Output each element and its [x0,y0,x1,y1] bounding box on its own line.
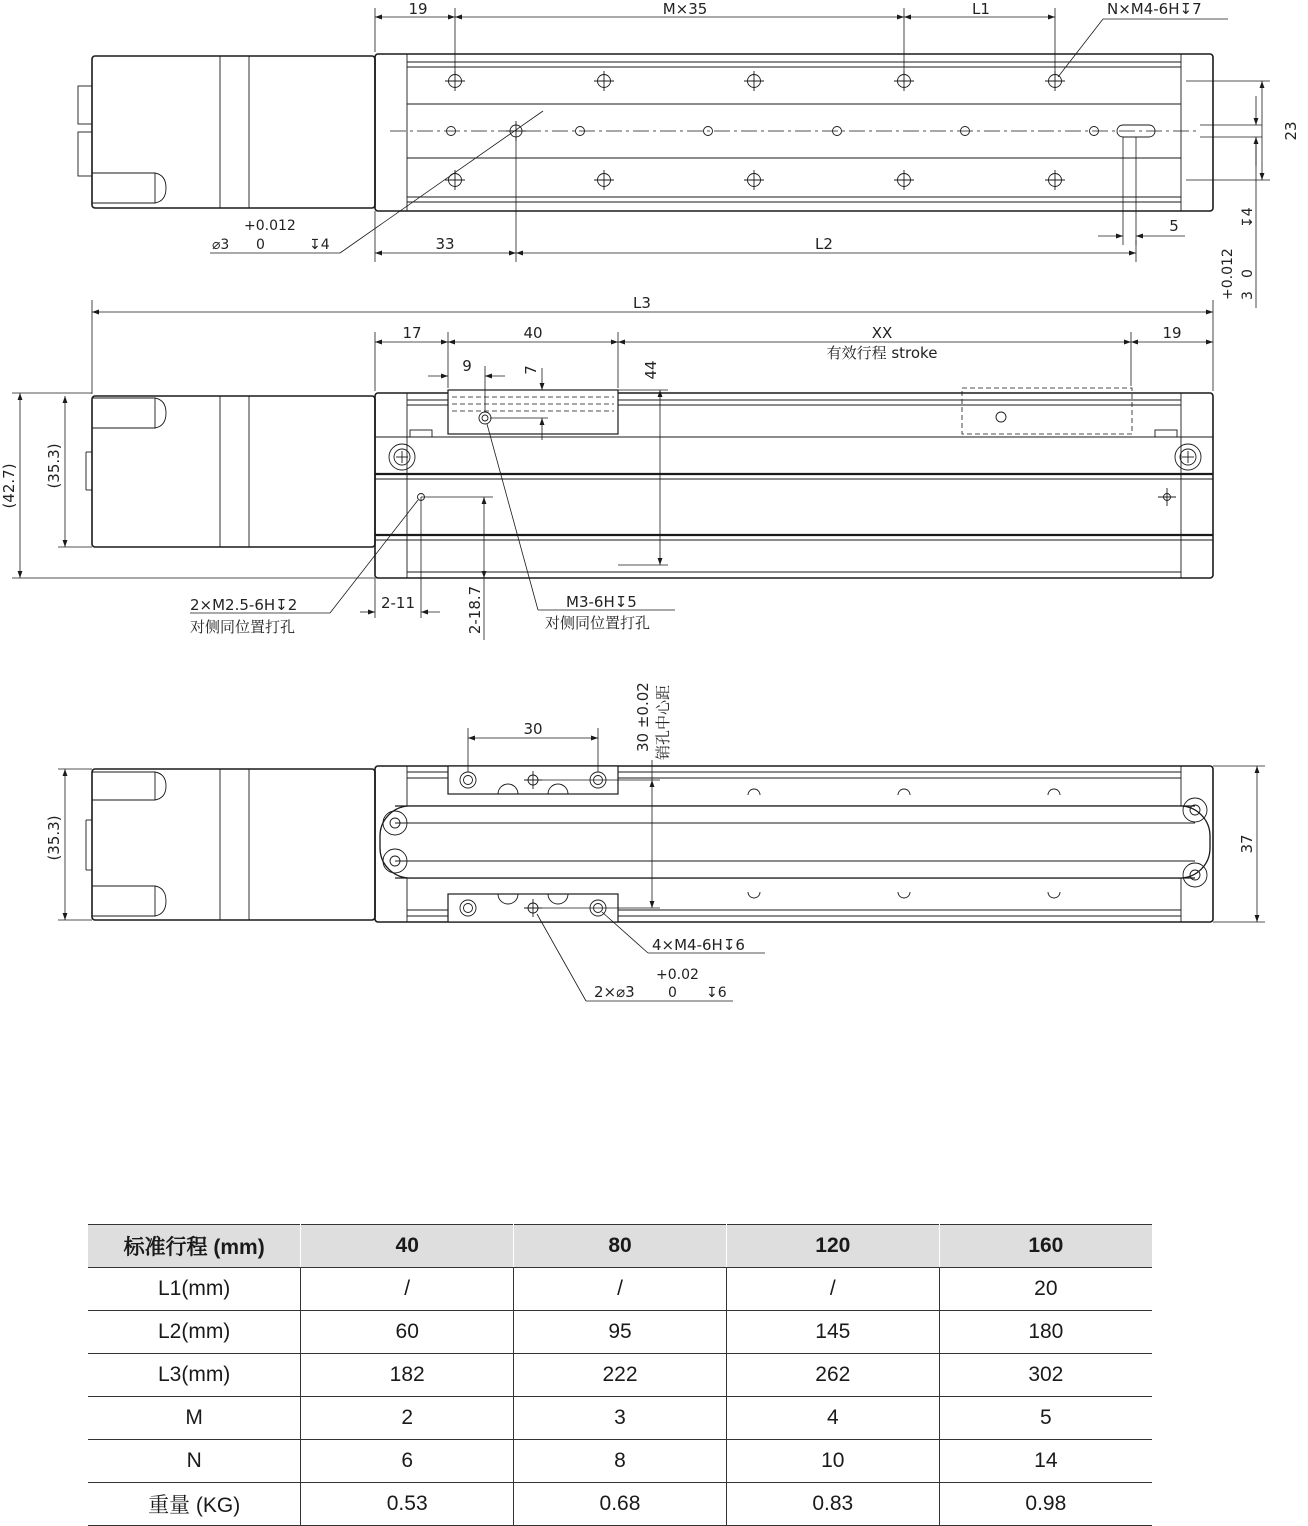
dim-5: 5 [1169,217,1179,235]
dim-33: 33 [435,235,455,253]
row-label: 重量 (KG) [88,1483,301,1526]
dim-19-side: 19 [1162,324,1182,342]
spec-table [88,1224,1152,1526]
dim-40: 40 [523,324,543,342]
top-dimensions [210,0,1300,308]
dim-pin-dia: ⌀3 [212,237,230,253]
table-cell: 3 [514,1397,727,1440]
table-row [88,1397,1152,1440]
table-cell: 180 [939,1311,1152,1354]
dim-slot-tol: +0.012 [1220,248,1236,300]
row-label: L2(mm) [88,1311,301,1354]
table-cell: 2 [301,1397,514,1440]
dim-19-top: 19 [408,0,428,18]
header-stroke: 标准行程 (mm) [88,1225,301,1268]
dim-stroke: 有效行程 stroke [826,344,938,362]
dim-side-holes: 2×M2.5-6H↧2 [190,596,298,614]
top-rail-body [375,54,1213,211]
dim-pin-holes: 2×⌀3 [594,983,635,1001]
dim-pin-zero: 0 [256,237,265,253]
table-row [88,1268,1152,1311]
table-cell: 8 [514,1440,727,1483]
table-cell: / [726,1268,939,1311]
bottom-motor [86,769,375,920]
dim-tap-holes: N×M4-6H↧7 [1107,0,1202,18]
dim-pin-tol: +0.012 [244,218,296,234]
top-motor [78,56,375,208]
dim-42-7: (42.7) [0,463,18,509]
hole [894,170,914,190]
hole [594,71,614,91]
dim-xx: XX [871,324,893,342]
side-motor [86,396,375,547]
table-cell: 222 [514,1354,727,1397]
row-label: L3(mm) [88,1354,301,1397]
hole [1045,170,1065,190]
header-120: 120 [726,1225,939,1268]
dim-l1: L1 [972,0,990,18]
table-row [88,1483,1152,1526]
table-cell: / [514,1268,727,1311]
dim-pin-tol-bottom: +0.02 [656,967,699,983]
table-cell: 0.98 [939,1483,1152,1526]
table-row [88,1354,1152,1397]
dim-30: 30 [523,720,543,738]
table-header-row [88,1225,1152,1268]
hole [744,170,764,190]
dim-slot-depth: ↧4 [1240,207,1256,228]
dim-pin-center: 30 ±0.02 [634,682,652,752]
table-cell: 4 [726,1397,939,1440]
row-label: N [88,1440,301,1483]
table-row [88,1311,1152,1354]
table-cell: 0.83 [726,1483,939,1526]
table-cell: 60 [301,1311,514,1354]
table-cell: 182 [301,1354,514,1397]
dim-l2: L2 [815,235,833,253]
side-view [0,294,1213,640]
bottom-view [45,682,1265,1001]
table-cell: 95 [514,1311,727,1354]
dim-7: 7 [522,365,540,375]
table-cell: 0.68 [514,1483,727,1526]
row-label: M [88,1397,301,1440]
header-40: 40 [301,1225,514,1268]
dim-m3-note: 对侧同位置打孔 [545,614,651,632]
dim-44: 44 [642,360,660,380]
side-screw-left [389,444,415,470]
dim-l3: L3 [633,294,651,312]
dim-slot-width: 3 [1240,291,1256,300]
dim-9: 9 [462,357,472,375]
dim-side-holes-note: 对侧同位置打孔 [190,618,296,636]
side-dimensions [0,294,1213,640]
dim-pin-zero-bottom: 0 [668,985,677,1001]
table-cell: 0.53 [301,1483,514,1526]
table-cell: 5 [939,1397,1152,1440]
table-cell: 145 [726,1311,939,1354]
hole [744,71,764,91]
dim-pin-depth: ↧4 [309,237,330,253]
side-carriage [448,388,1132,434]
dim-2-18-7: 2-18.7 [466,585,484,635]
dim-pin-center-note: 销孔中心距 [654,684,672,760]
dim-35-3-bottom: (35.3) [45,815,63,861]
dim-m3-hole: M3-6H↧5 [566,593,637,611]
top-tapped-holes [445,71,1099,190]
dim-pin-depth-bottom: ↧6 [706,985,727,1001]
table-cell: 302 [939,1354,1152,1397]
dim-35-3-side: (35.3) [45,443,63,489]
table-cell: 10 [726,1440,939,1483]
row-label: L1(mm) [88,1268,301,1311]
table-cell: 20 [939,1268,1152,1311]
dim-23: 23 [1282,121,1300,141]
table-row [88,1440,1152,1483]
table-cell: 14 [939,1440,1152,1483]
top-view [78,0,1300,308]
dim-17: 17 [402,324,422,342]
header-160: 160 [939,1225,1152,1268]
dim-2-11: 2-11 [380,594,416,612]
dim-37: 37 [1238,834,1256,854]
table-cell: 6 [301,1440,514,1483]
table-cell: 262 [726,1354,939,1397]
table-cell: / [301,1268,514,1311]
dim-m4-holes: 4×M4-6H↧6 [652,936,745,954]
side-screw-right [1175,444,1201,470]
dim-slot-zero: 0 [1240,269,1256,278]
dim-m-pitch: M×35 [662,0,708,18]
header-80: 80 [514,1225,727,1268]
hole [594,170,614,190]
